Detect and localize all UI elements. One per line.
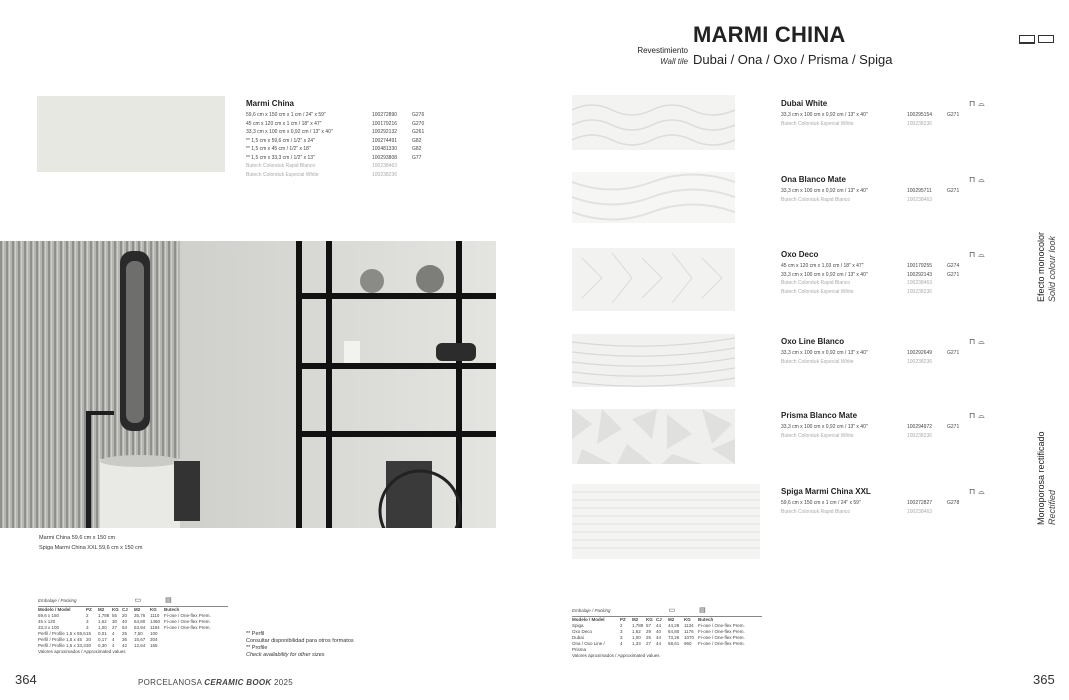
usage-icons [969, 99, 988, 109]
footer-brand-name: PORCELANOSA [138, 678, 202, 687]
spec-size: Butech Colorstuk Especial White [781, 432, 854, 439]
spec-size: ** 1,5 cm x 45 cm / 1/2" x 18" [246, 146, 311, 152]
packing-cell: 4 [112, 643, 115, 648]
packing-cell: Spiga [572, 623, 584, 628]
spec-ref: G82 [412, 146, 422, 152]
spec-code: 100238236 [907, 432, 933, 439]
spec-size: 33,3 cm x 100 cm x 0,92 cm / 13" x 40" [781, 350, 868, 356]
wall-icon: ⊓ [969, 175, 979, 184]
spec-ref: G270 [412, 120, 425, 127]
packing-header-cell: M2 [134, 607, 141, 612]
spec-code: 100272890 [372, 112, 398, 118]
packing-cell: 59,6 x 150 [38, 613, 60, 618]
spec-ref [947, 432, 967, 441]
packing-cell: 53,94 [134, 625, 146, 630]
packing-cell [164, 643, 220, 649]
packing-cell: 25 [122, 631, 128, 636]
packing-header-cell: Butech [164, 607, 180, 612]
bath-icon: ⌓ [978, 411, 988, 420]
packing-cell: 44 [656, 635, 662, 640]
spec-row [781, 358, 996, 367]
packing-cell: 3 [86, 619, 89, 624]
note-profile: ** Profile [246, 645, 268, 651]
tile-spiga-marmi-china [572, 484, 760, 559]
packing-title: Embalaje / Packing [572, 608, 611, 613]
spec-size: 33,3 cm x 100 cm x 0,92 cm / 13" x 40" [781, 271, 868, 278]
box-icon: ▭ [134, 597, 142, 604]
tile-prisma-blanco [572, 409, 735, 464]
product-block [781, 175, 996, 204]
spec-ref: G278 [947, 500, 960, 506]
spec-code: 100238236 [907, 358, 933, 365]
product-name: Ona Blanco Mate [781, 175, 846, 184]
spec-code: 100238236 [907, 120, 933, 127]
spec-code: 100179216 [372, 120, 398, 127]
packing-cell: 0,30 [98, 643, 107, 648]
side-label-solid-colour [1036, 232, 1058, 302]
spec-code: 100294972 [907, 424, 933, 430]
spec-ref: G82 [412, 137, 422, 144]
bathroom-photo [0, 241, 496, 528]
caption-1: Marmi China 59,6 cm x 150 cm [39, 535, 116, 541]
usage-icons [969, 250, 988, 260]
profile-notes [246, 631, 354, 659]
packing-cell: 3 [86, 625, 89, 630]
packing-footnote: Valores aproximados / Approximated values [572, 653, 660, 658]
usage-icons [969, 487, 988, 497]
packing-cell: Fi-one / One-flex Prem. [698, 623, 745, 628]
wall-icon: ⊓ [969, 99, 979, 108]
spec-code: 100292649 [907, 350, 933, 356]
spec-code: 100179255 [907, 263, 933, 269]
spec-row [781, 271, 996, 280]
packing-cell: 1194 [150, 625, 160, 630]
spec-row [781, 288, 996, 297]
spec-size: Butech Colorstuk Rapid Blanco [246, 163, 316, 169]
product-name: Prisma Blanco Mate [781, 411, 858, 420]
footer-brand [138, 678, 293, 687]
usage-icons [969, 337, 988, 347]
packing-header-cell: Butech [698, 617, 714, 622]
spec-code: 100238463 [907, 508, 933, 515]
collection-title: MARMI CHINA [693, 22, 846, 47]
packing-cell: 29 [646, 629, 652, 634]
spec-size: 33,3 cm x 100 cm x 0,92 cm / 13" x 40" [781, 112, 868, 118]
packing-cell: 2 [620, 623, 623, 628]
packing-header-cell: PZ [86, 607, 92, 612]
footer-year: 2025 [273, 678, 293, 687]
spec-row [781, 187, 996, 196]
product-block [781, 337, 996, 366]
spec-ref: G271 [947, 350, 960, 356]
packing-header-cell: PZ [620, 617, 626, 622]
packing-cell: 44 [656, 623, 662, 628]
note-perfil: ** Perfil [246, 631, 265, 637]
usage-icons [969, 175, 988, 185]
spec-size: ** 1,5 cm x 33,3 cm / 1/2" x 13" [246, 154, 315, 161]
packing-cell: Fi-one / One-flex Prem. [164, 613, 211, 618]
product-name: Oxo Line Blanco [781, 337, 845, 346]
spec-code: 100292143 [907, 271, 933, 278]
spec-size: 59,6 cm x 150 cm x 1 cm / 24" x 59" [781, 500, 861, 506]
spec-size: Butech Colorstuk Especial White [781, 288, 854, 295]
left-packing-table [38, 598, 228, 655]
packing-header-cell: KG [684, 617, 691, 622]
spec-row [781, 120, 996, 129]
packing-cell: 1,62 [632, 629, 641, 634]
packing-cell: 1,62 [98, 619, 107, 624]
packing-cell: 33,3 x 100 [38, 625, 60, 630]
packing-cell: 4 [112, 631, 115, 636]
packing-cell: 1,788 [632, 623, 644, 628]
packing-cell: 0,01 [98, 631, 107, 636]
packing-cell: Dubai [572, 635, 584, 640]
bath-icon: ⌓ [978, 175, 988, 184]
spec-row [246, 145, 466, 154]
spec-row [246, 162, 466, 171]
packing-cell: 1,00 [98, 625, 107, 630]
spec-ref: G261 [412, 129, 425, 135]
marmi-china-swatch [37, 96, 225, 172]
usage-icons [969, 411, 988, 421]
wall-icon: ⊓ [969, 411, 979, 420]
packing-cell: 960 [684, 641, 692, 646]
packing-cell: 1176 [684, 629, 694, 634]
spec-code: 100274491 [372, 137, 398, 144]
spec-ref [947, 288, 967, 297]
packing-cell: 1460 [150, 619, 161, 624]
wall-icon: ⊓ [969, 487, 979, 496]
format-icons [1019, 35, 1054, 44]
spec-size: 33,3 cm x 100 cm x 0,92 cm / 13" x 40" [781, 424, 868, 430]
tile-oxo-line [572, 334, 735, 387]
spec-code: 100238463 [372, 163, 398, 169]
packing-cell: 1110 [150, 613, 160, 618]
spec-size: 33,3 cm x 100 cm x 0,92 cm / 13" x 40" [781, 188, 868, 194]
side-label-1-es: Efecto monocolor [1036, 231, 1046, 302]
packing-cell: 25 [646, 635, 652, 640]
side-label-2-es: Monoporosa rectificado [1036, 431, 1046, 525]
packing-cell: Fi-one / One-flex Prem. [164, 625, 211, 630]
spec-code: 100481330 [372, 146, 398, 152]
packing-cell: 1,33 [632, 641, 641, 646]
product-block [781, 250, 996, 296]
note-en: Check availability for other sizes [246, 652, 325, 658]
pallet-icon: ▤ [165, 597, 172, 604]
note-es: Consultar disponibilidad para otros formatos [246, 638, 354, 644]
packing-cell: Fi-one / One-flex Prem. [164, 619, 211, 624]
product-block [781, 411, 996, 440]
packing-header-cell: Modelo / Model [572, 617, 605, 622]
footer-book: CERAMIC BOOK [204, 678, 272, 687]
spec-size: Butech Colorstuk Especial White [246, 171, 319, 178]
spec-row [781, 111, 996, 120]
spec-code: 100238463 [907, 280, 933, 286]
page-number-left: 364 [15, 672, 37, 687]
marmi-china-spec [246, 99, 466, 179]
packing-cell: 3 [620, 635, 623, 640]
packing-cell: 57 [646, 623, 652, 628]
spec-ref: G276 [412, 112, 425, 118]
spec-row [781, 196, 996, 205]
spec-ref [947, 196, 967, 205]
spec-ref [412, 171, 432, 180]
packing-cell: Fi-one / One-flex Prem. [698, 635, 745, 640]
packing-cell: 64,80 [134, 619, 146, 624]
wall-icon: ⊓ [969, 337, 979, 346]
packing-cell: Perfil / Profile 1,5 x 45 [38, 637, 83, 642]
spec-row [246, 111, 466, 120]
packing-cell: 4 [112, 637, 115, 642]
spec-ref: G274 [947, 263, 960, 269]
spec-ref: G271 [947, 112, 960, 118]
bath-icon: ⌓ [978, 99, 988, 108]
packing-header-cell: M2 [98, 607, 105, 612]
packing-cell: Oxo Deco [572, 629, 593, 634]
packing-cell: 30 [112, 619, 118, 624]
category-es: Revestimiento [637, 46, 688, 55]
side-label-2-en: Rectified [1047, 489, 1057, 525]
page-number-right: 365 [1033, 672, 1055, 687]
packing-cell: 73,26 [668, 635, 680, 640]
packing-header-cell: M2 [668, 617, 675, 622]
packing-cell: 3 [620, 629, 623, 634]
spec-ref [947, 279, 967, 288]
packing-row [572, 641, 762, 653]
packing-cell: 1,788 [98, 613, 110, 618]
spec-ref [412, 162, 432, 171]
spec-size: Butech Colorstuk Especial White [781, 358, 854, 365]
spec-code: 100292132 [372, 129, 398, 135]
spec-row [781, 499, 996, 508]
spec-row [246, 154, 466, 163]
large-format-icon [1038, 35, 1054, 43]
spec-row [781, 262, 996, 271]
small-format-icon [1019, 35, 1035, 44]
spec-ref: G271 [947, 424, 960, 430]
tile-dubai-white [572, 95, 735, 150]
packing-cell: Perfil / Profile 1,5 x 33,3 [38, 643, 86, 648]
spec-code: 100272827 [907, 500, 933, 506]
product-block [781, 487, 996, 516]
spec-row [246, 171, 466, 180]
side-label-rectified [1036, 431, 1058, 525]
packing-cell: 12,64 [134, 643, 146, 648]
collection-subtitle: Dubai / Ona / Oxo / Prisma / Spiga [693, 52, 893, 67]
spec-ref [947, 358, 967, 367]
packing-cell: 27 [112, 625, 118, 630]
spec-row [781, 279, 996, 288]
spec-ref [947, 120, 967, 129]
product-name: Dubai White [781, 99, 828, 108]
spec-row [246, 128, 466, 137]
packing-cell: 304 [150, 637, 158, 642]
packing-cell: 45 x 120 [38, 619, 56, 624]
spec-size: ** 1,5 cm x 59,6 cm / 1/2" x 24" [246, 137, 315, 144]
packing-cell: 165 [150, 643, 158, 648]
packing-cell: Perfil / Profile 1,5 x 59,6 [38, 631, 86, 636]
product-name: Spiga Marmi China XXL [781, 487, 871, 496]
packing-cell: Ona / Oxo Line / Prisma [572, 641, 605, 652]
packing-header-cell: M2 [632, 617, 639, 622]
spec-size: Butech Colorstuk Rapid Blanco [781, 196, 851, 203]
packing-cell: 36 [122, 637, 128, 642]
wall-icon: ⊓ [969, 250, 979, 259]
spec-ref: G271 [947, 188, 960, 194]
spec-size: 33,3 cm x 100 cm x 0,92 cm / 13" x 40" [246, 129, 333, 135]
packing-cell: 64,80 [668, 629, 680, 634]
spec-code: 100295711 [907, 188, 932, 194]
product-name: Oxo Deco [781, 250, 819, 259]
packing-cell: 1,00 [632, 635, 641, 640]
packing-header-cell: Modelo / Model [38, 607, 71, 612]
spec-ref: G77 [412, 154, 422, 161]
right-packing-table [572, 608, 762, 659]
spec-code: 100295154 [907, 112, 933, 118]
spec-size: Butech Colorstuk Especial White [781, 120, 854, 127]
box-icon: ▭ [668, 607, 676, 614]
packing-cell: 0,17 [98, 637, 107, 642]
packing-cell: 54 [122, 625, 128, 630]
spec-row [246, 137, 466, 146]
spec-ref: G271 [947, 271, 960, 278]
tile-ona-blanco [572, 172, 735, 223]
spec-size: Butech Colorstuk Rapid Blanco [781, 508, 851, 515]
packing-cell: 40 [122, 619, 128, 624]
pallet-icon: ▤ [699, 607, 706, 614]
spec-code: 100238463 [907, 196, 933, 203]
spec-row [781, 432, 996, 441]
packing-cell: 30 [86, 643, 92, 648]
packing-header-cell: CJ [122, 607, 128, 612]
packing-cell: 40 [656, 629, 662, 634]
packing-title: Embalaje / Packing [38, 598, 77, 603]
spec-row [781, 508, 996, 517]
packing-footnote: Valores aproximados / Approximated values [38, 649, 126, 654]
bath-icon: ⌓ [978, 250, 988, 259]
spec-row [246, 120, 466, 129]
packing-cell: 100 [150, 631, 158, 636]
spec-size: Butech Colorstuk Rapid Blanco [781, 280, 851, 286]
packing-cell: 27 [646, 641, 652, 646]
packing-cell: 7,50 [134, 631, 143, 636]
spec-ref [947, 508, 967, 517]
product-block [781, 99, 996, 128]
tile-oxo-deco [572, 248, 735, 311]
side-label-1-en: Solid colour look [1047, 235, 1057, 302]
packing-cell: 20 [86, 637, 92, 642]
packing-cell: 42 [122, 643, 128, 648]
spec-size: 59,6 cm x 150 cm x 1 cm / 24" x 59" [246, 112, 326, 118]
packing-cell: 4 [620, 641, 623, 646]
packing-cell: 15,67 [134, 637, 146, 642]
packing-cell: 20 [122, 613, 128, 618]
spec-row [781, 423, 996, 432]
packing-cell: Fi-one / One-flex Prem. [698, 641, 745, 646]
spec-size: 45 cm x 120 cm x 1,03 cm / 18" x 47" [781, 263, 864, 269]
packing-cell: 58,61 [668, 641, 680, 646]
category-en: Wall tile [660, 57, 688, 66]
packing-header-cell: CJ [656, 617, 662, 622]
packing-cell: Fi-one / One-flex Prem. [698, 629, 745, 634]
bath-icon: ⌓ [978, 337, 988, 346]
product-name: Marmi China [246, 99, 295, 108]
packing-cell: 44,28 [668, 623, 680, 628]
packing-header-cell: KG [646, 617, 653, 622]
bath-icon: ⌓ [978, 487, 988, 496]
caption-2: Spiga Marmi China XXL 59,6 cm x 150 cm [39, 545, 143, 551]
packing-cell: 15 [86, 631, 92, 636]
packing-cell: 55 [112, 613, 118, 618]
packing-cell: 1134 [684, 623, 694, 628]
packing-cell: 1070 [684, 635, 695, 640]
packing-cell: 44 [656, 641, 662, 646]
packing-cell: 2 [86, 613, 89, 618]
spec-code: 100293808 [372, 154, 398, 161]
category-label [612, 45, 688, 67]
packing-header-cell: KG [112, 607, 119, 612]
packing-cell: 35,76 [134, 613, 146, 618]
spec-code: 100238236 [907, 288, 933, 295]
spec-size: 45 cm x 120 cm x 1 cm / 18" x 47" [246, 120, 322, 127]
photo-captions [39, 533, 142, 553]
packing-header-cell: KG [150, 607, 157, 612]
spec-row [781, 349, 996, 358]
spec-code: 100238236 [372, 171, 398, 178]
